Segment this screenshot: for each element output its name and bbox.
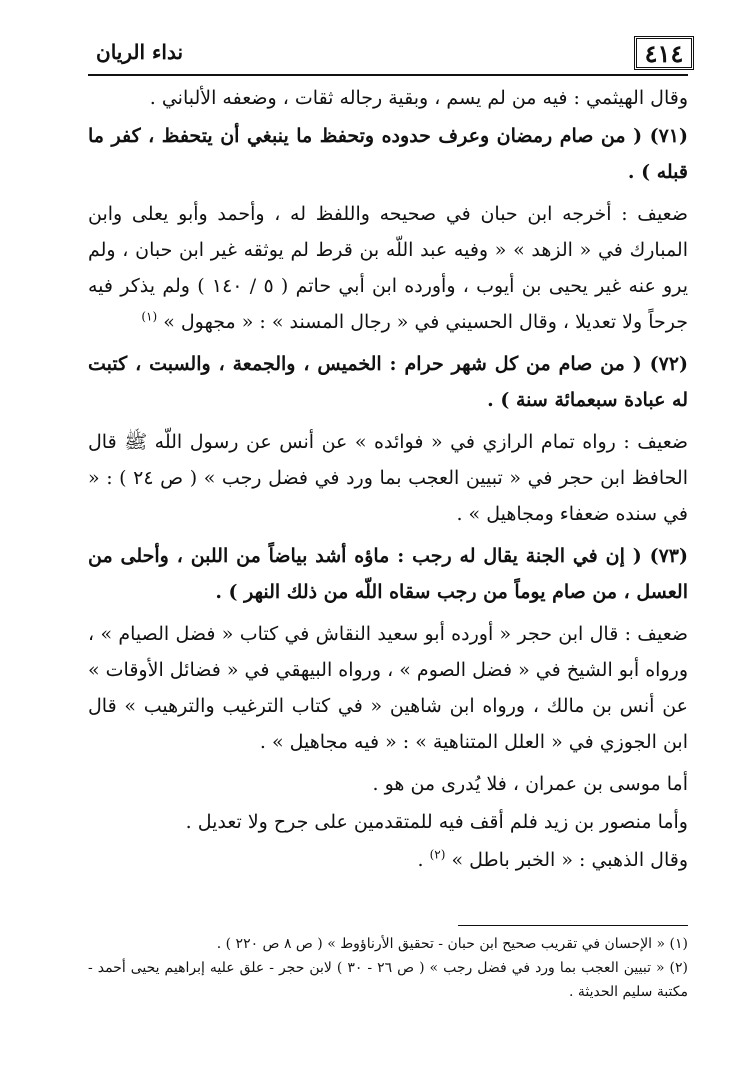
paragraph-text: (٧٢) ( من صام من كل شهر حرام : الخميس ، والجمعة ، والسبت ، كتبت له عبادة سبعمائة سنة ) .: [88, 353, 688, 411]
hadith-72: [88, 346, 688, 418]
footnote-ref-1: (١): [141, 309, 158, 324]
paragraph-7: [88, 616, 688, 760]
paragraph-1: [88, 80, 688, 116]
footnote-2: (٢) « تبيين العجب بما ورد في فضل رجب » ( ص ٢٦ - ٣٠ ) لابن حجر - علق عليه إبراهيم يحيى أحمد - مكتبة سليم الحديثة .: [88, 960, 689, 1000]
footnote-ref-2: (٢): [429, 847, 446, 862]
hadith-71: [88, 118, 688, 190]
page-number: ٤١٤: [634, 36, 694, 70]
paragraph-text: (٧٣) ( إن في الجنة يقال له رجب : ماؤه أشد بياضاً من اللبن ، وأحلى من العسل ، من صام يوماً من رجب سقاه اللّه من ذلك النهر ) .: [88, 545, 688, 603]
running-title: نداء الريان: [96, 40, 184, 64]
paragraph-10: [88, 842, 688, 878]
paragraph-text: وقال الهيثمي : فيه من لم يسم ، وبقية رجاله ثقات ، وضعفه الألباني .: [149, 87, 688, 109]
paragraph-9: [88, 804, 688, 840]
sentence-end: .: [417, 849, 424, 871]
paragraph-text: أما موسى بن عمران ، فلا يُدرى من هو .: [372, 773, 688, 795]
footnotes: [88, 932, 688, 1004]
paragraph-text: ضعيف : أخرجه ابن حبان في صحيحه واللفظ له ، وأحمد وأبو يعلى وابن المبارك في « الزهد » « وفيه عبد اللّه بن قرط لم يوثقه غير ابن حبان ، ولم يرو عنه غير يحيى بن أيوب ، وأورده ابن أبي حاتم ( ٥ / ١٤٠ ) ولم يذكر فيه جرحاً ولا تعديلا ، وقال الحسيني في « رجال المسند » : « مجهول »: [88, 203, 688, 333]
paragraph-5: [88, 424, 688, 532]
paragraph-text: ضعيف : رواه تمام الرازي في « فوائده » عن أنس عن رسول اللّه ﷺ قال الحافظ ابن حجر في « تبيين العجب بما ورد في فضل رجب » ( ص ٢٤ ) : « في سنده ضعفاء ومجاهيل » .: [88, 431, 688, 525]
paragraph-3: [88, 196, 688, 340]
footnote-divider: [458, 925, 688, 926]
paragraph-text: (٧١) ( من صام رمضان وعرف حدوده وتحفظ ما ينبغي أن يتحفظ ، كفر ما قبله ) .: [88, 125, 688, 183]
footnote-1: (١) « الإحسان في تقريب صحيح ابن حبان - تحقيق الأرناؤوط » ( ص ٨ ص ٢٢٠ ) .: [216, 936, 688, 952]
paragraph-text: ضعيف : قال ابن حجر « أورده أبو سعيد النقاش في كتاب « فضل الصيام » ، ورواه أبو الشيخ في « فضل الصوم » ، ورواه البيهقي في « فضائل الأوقات » عن أنس بن مالك ، ورواه ابن شاهين « في كتاب الترغيب والترهيب » قال ابن الجوزي في « العلل المتناهية » : « فيه مجاهيل » .: [88, 623, 688, 753]
paragraph-text: وقال الذهبي : « الخبر باطل »: [451, 849, 688, 871]
main-text: [88, 80, 688, 900]
page-header: [88, 36, 688, 76]
paragraph-8: [88, 766, 688, 802]
paragraph-text: وأما منصور بن زيد فلم أقف فيه للمتقدمين على جرح ولا تعديل .: [185, 811, 688, 833]
hadith-73: [88, 538, 688, 610]
